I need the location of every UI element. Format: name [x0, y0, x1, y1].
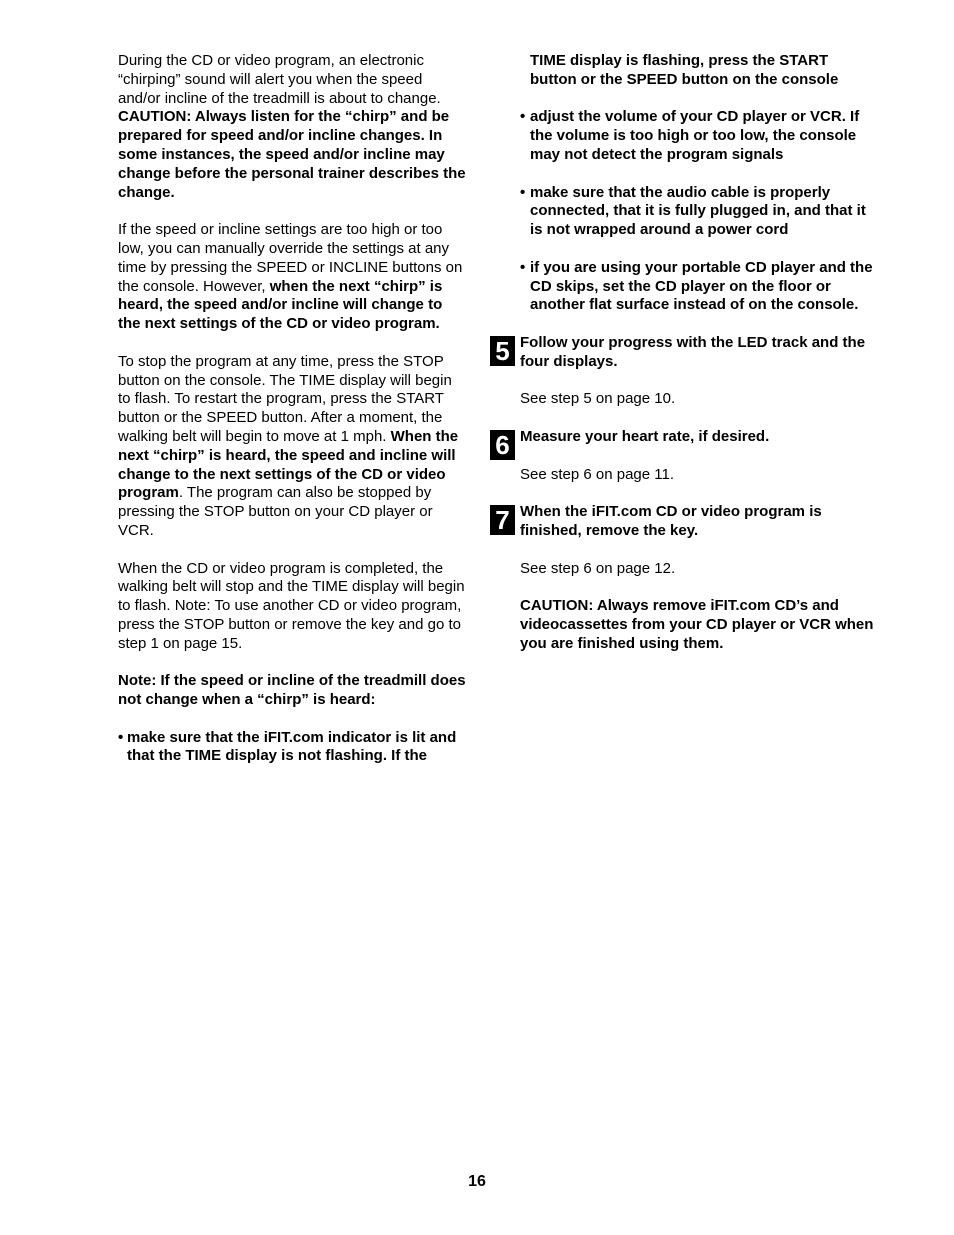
bullet-icon: • [520, 183, 526, 201]
bullet-text: adjust the volume of your CD player or VCR. If the volume is too high or too low, the console may not detect the program signals [530, 108, 860, 163]
bullet-text: make sure that the iFIT.com indicator is lit and that the TIME display is not flashing. If the [127, 728, 457, 765]
override-paragraph [118, 221, 468, 334]
list-item [490, 108, 875, 164]
bullet-text: make sure that the audio cable is properly connected, that it is fully plugged in, and that it is not wrapped around a power cord [530, 183, 866, 239]
bullet-icon: • [520, 108, 526, 126]
step-6 [490, 427, 875, 460]
stop-text: To stop the program at any time, press the STOP button on the console. The TIME display will begin to flash. To restart the program, press the START button or the SPEED button. After a moment, the walking belt will begin to move at 1 mph. [118, 352, 452, 445]
stop-text-end: . The program can also be stopped by pressing the STOP button on your CD player or VCR. [118, 484, 433, 539]
bullet-continuation: TIME display is flashing, press the START button or the SPEED button on the console [530, 52, 839, 88]
completed-paragraph: When the CD or video program is completed, the walking belt will stop and the TIME display will begin to flash. Note: To use another CD or video program, press the STOP button or remove the key and go to step 1 on page 15. [118, 559, 465, 652]
note-paragraph: Note: If the speed or incline of the treadmill does not change when a “chirp” is heard: [118, 672, 466, 709]
step-7 [490, 503, 875, 541]
list-item [118, 729, 468, 767]
chirp-paragraph [118, 52, 468, 202]
chirp-caution: CAUTION: Always listen for the “chirp” and be prepared for speed and/or incline changes. In some instances, the speed and/or incline may change before the personal trainer describes the change. [118, 108, 466, 201]
right-column [490, 52, 875, 672]
step-heading: Follow your progress with the LED track and the four displays. [520, 333, 866, 370]
stop-bold-text: When the next “chirp” is heard, the speed and incline will change to the next settings of the CD or video program [118, 427, 459, 502]
list-item [490, 184, 875, 240]
bullet-icon: • [118, 728, 124, 746]
list-item [490, 259, 875, 315]
step-number-badge: 5 [490, 336, 515, 366]
step-5 [490, 334, 875, 372]
override-bold-text: when the next “chirp” is heard, the speed and/or incline will change to the next settings of the CD or video program. [118, 277, 443, 333]
step-text: See step 6 on page 12. [520, 559, 676, 577]
page-number: 16 [468, 1173, 486, 1190]
bullet-icon: • [520, 258, 526, 276]
step-number-badge: 7 [490, 505, 515, 535]
left-column [118, 52, 468, 785]
bullet-text: if you are using your portable CD player and the CD skips, set the CD player on the floor or another flat surface instead of on the console. [530, 258, 873, 314]
override-text: If the speed or incline settings are too high or too low, you can manually override the settings at any time by pressing the SPEED or INCLINE buttons on the console. However, [118, 221, 463, 295]
step-number-badge: 6 [490, 430, 515, 460]
step-text: See step 5 on page 10. [520, 390, 676, 408]
caution-paragraph: CAUTION: Always remove iFIT.com CD’s and videocassettes from your CD player or VCR when you are finished using them. [520, 597, 874, 652]
step-heading: When the iFIT.com CD or video program is finished, remove the key. [520, 503, 822, 539]
step-heading: Measure your heart rate, if desired. [520, 427, 770, 445]
stop-paragraph [118, 353, 468, 541]
chirp-text: During the CD or video program, an electronic “chirping” sound will alert you when the speed and/or incline of the treadmill is about to change. [118, 52, 441, 107]
step-text: See step 6 on page 11. [520, 465, 675, 483]
